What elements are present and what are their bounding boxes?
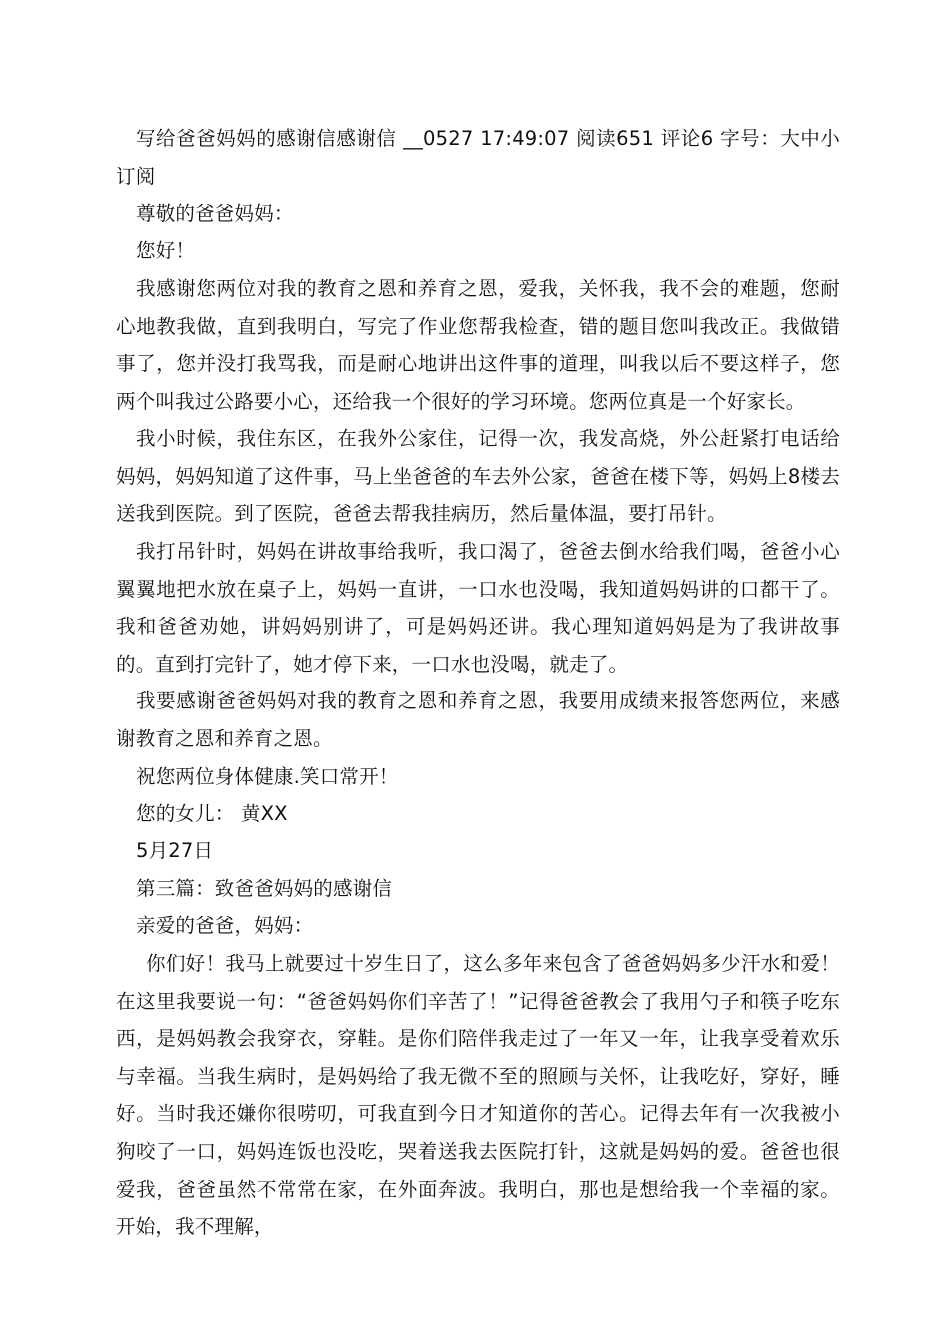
letter-date: 5月27日 (136, 839, 214, 862)
salutation: 尊敬的爸爸妈妈： (136, 202, 294, 225)
article-header-line: 写给爸爸妈妈的感谢信感谢信 __0527 17:49:07 阅读651 评论6 字号：大中小 订阅 (116, 127, 840, 188)
salutation-second: 亲爱的爸爸，妈妈： (136, 914, 314, 937)
body-paragraph-long: 你们好！我马上就要过十岁生日了，这么多年来包含了爸爸妈妈多少汗水和爱！在这里我要说一句：“爸爸妈妈你们辛苦了！”记得爸爸教会了我用勺子和筷子吃东西，是妈妈教会我穿衣，穿鞋。是你们陪伴我走过了一年又一年，让我享受着欢乐与幸福。当我生病时，是妈妈给了我无微不至的照顾与关怀，让我吃好，穿好，睡好。当时我还嫌你很唠叨，可我直到今日才知道你的苦心。记得去年有一次我被小狗咬了一口，妈妈连饭也没吃，哭着送我去医院打针，这就是妈妈的爱。爸爸也很爱我，爸爸虽然不常常在家，在外面奔波。我明白，那也是想给我一个幸福的家。开始，我不理解， (116, 952, 840, 1239)
body-paragraph: 我打吊针时，妈妈在讲故事给我听，我口渴了，爸爸去倒水给我们喝，爸爸小心翼翼地把水放在桌子上，妈妈一直讲，一口水也没喝，我知道妈妈讲的口都干了。我和爸爸劝她，讲妈妈别讲了，可是妈妈还讲。我心理知道妈妈是为了我讲故事的。直到打完针了，她才停下来，一口水也没喝，就走了。 (116, 540, 840, 676)
greeting: 您好！ (136, 239, 196, 262)
body-paragraph: 我感谢您两位对我的教育之恩和养育之恩，爱我，关怀我，我不会的难题，您耐心地教我做，直到我明白，写完了作业您帮我检查，错的题目您叫我改正。我做错事了，您并没打我骂我，而是耐心地讲出这件事的道理，叫我以后不要这样子，您两个叫我过公路要小心，还给我一个很好的学习环境。您两位真是一个好家长。 (116, 277, 840, 413)
body-paragraph: 我小时候，我住东区，在我外公家住，记得一次，我发高烧，外公赶紧打电话给妈妈，妈妈知道了这件事，马上坐爸爸的车去外公家，爸爸在楼下等，妈妈上8楼去送我到医院。到了医院，爸爸去帮我挂病历，然后量体温，要打吊针。 (116, 427, 840, 526)
signature: 您的女儿： 黄XX (136, 802, 288, 825)
body-paragraph: 我要感谢爸爸妈妈对我的教育之恩和养育之恩，我要用成绩来报答您两位，来感谢教育之恩和养育之恩。 (116, 689, 840, 750)
closing-wish: 祝您两位身体健康.笑口常开！ (136, 765, 399, 788)
section-title: 第三篇：致爸爸妈妈的感谢信 (136, 877, 393, 900)
